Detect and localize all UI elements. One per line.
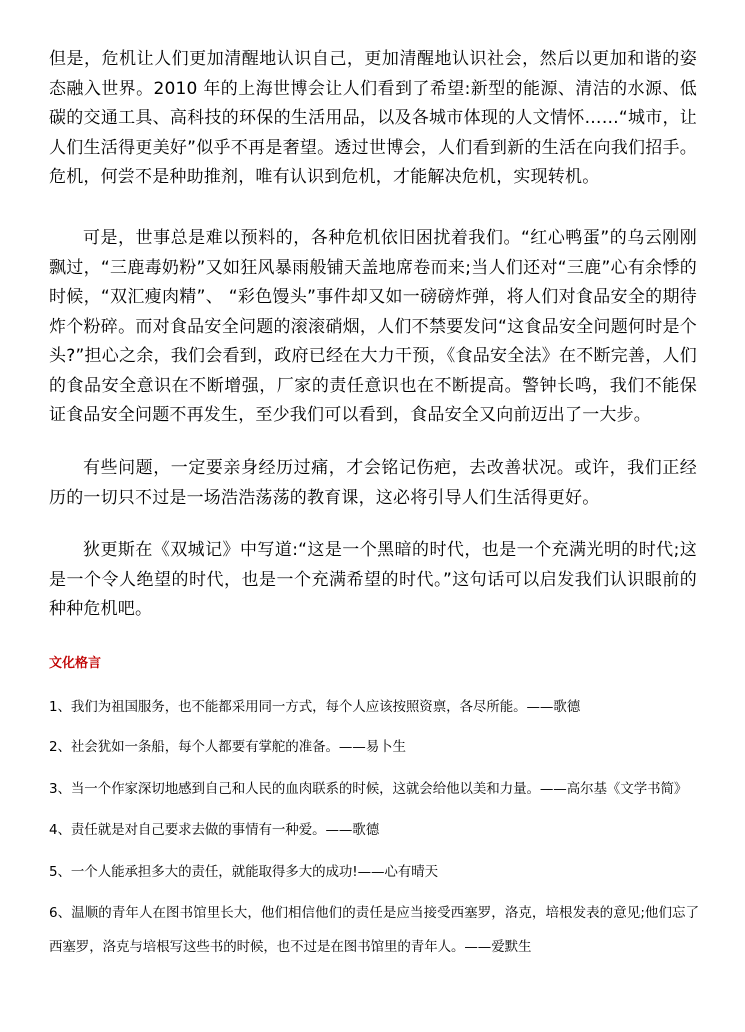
quote-item-6: 6、温顺的青年人在图书馆里长大，他们相信他们的责任是应当接受西塞罗，洛克，培根发表的意见;他们忘了西塞罗，洛克与培根写这些书的时候，也不过是在图书馆里的青年人。——爱默生	[49, 905, 699, 955]
quote-item-5: 5、一个人能承担多大的责任，就能取得多大的成功!——心有晴天	[49, 864, 439, 880]
quote-item-3: 3、当一个作家深切地感到自己和人民的血肉联系的时候，这就会给他以美和力量。——高尔基《文学书简》	[49, 781, 688, 797]
quote-item-1: 1、我们为祖国服务，也不能都采用同一方式，每个人应该按照资禀，各尽所能。——歌德	[49, 699, 581, 715]
quote-item-4: 4、责任就是对自己要求去做的事情有一种爱。——歌德	[49, 822, 380, 838]
body-paragraph-2: 可是，世事总是难以预料的，各种危机依旧困扰着我们。“红心鸭蛋”的乌云刚刚飘过，“三鹿毒奶粉”又如狂风暴雨般铺天盖地席卷而来;当人们还对“三鹿”心有余悸的时候，“双汇瘦肉精”、 “彩色馒头”事件却又如一磅磅炸弹，将人们对食品安全的期待炸个粉碎。而对食品安全问题的滚滚硝烟，人们不禁要发问“这食品安全问题何时是个头?”担心之余，我们会看到，政府已经在大力干预，《食品安全法》在不断完善，人们的食品安全意识在不断增强，厂家的责任意识也在不断提高。警钟长鸣，我们不能保证食品安全问题不再发生，至少我们可以看到，食品安全又向前迈出了一大步。	[49, 228, 697, 425]
quote-item-2: 2、社会犹如一条船，每个人都要有掌舵的准备。——易卜生	[49, 739, 406, 755]
section-title: 文化格言	[49, 656, 102, 671]
body-paragraph-4: 狄更斯在《双城记》中写道:“这是一个黑暗的时代，也是一个充满光明的时代;这是一个令人绝望的时代，也是一个充满希望的时代。”这句话可以启发我们认识眼前的种种危机吧。	[49, 540, 697, 619]
body-paragraph-3: 有些问题，一定要亲身经历过痛，才会铭记伤疤，去改善状况。或许，我们正经历的一切只不过是一场浩浩荡荡的教育课，这必将引导人们生活得更好。	[49, 458, 697, 508]
body-paragraph-1: 但是，危机让人们更加清醒地认识自己，更加清醒地认识社会，然后以更加和谐的姿态融入世界。2010 年的上海世博会让人们看到了希望:新型的能源、清洁的水源、低碳的交通工具、高科技的环保的生活用品，以及各城市体现的人文情怀……“城市，让人们生活得更美好”似乎不再是奢望。透过世博会，人们看到新的生活在向我们招手。危机，何尝不是种助推剂，唯有认识到危机，才能解决危机，实现转机。	[49, 49, 697, 187]
